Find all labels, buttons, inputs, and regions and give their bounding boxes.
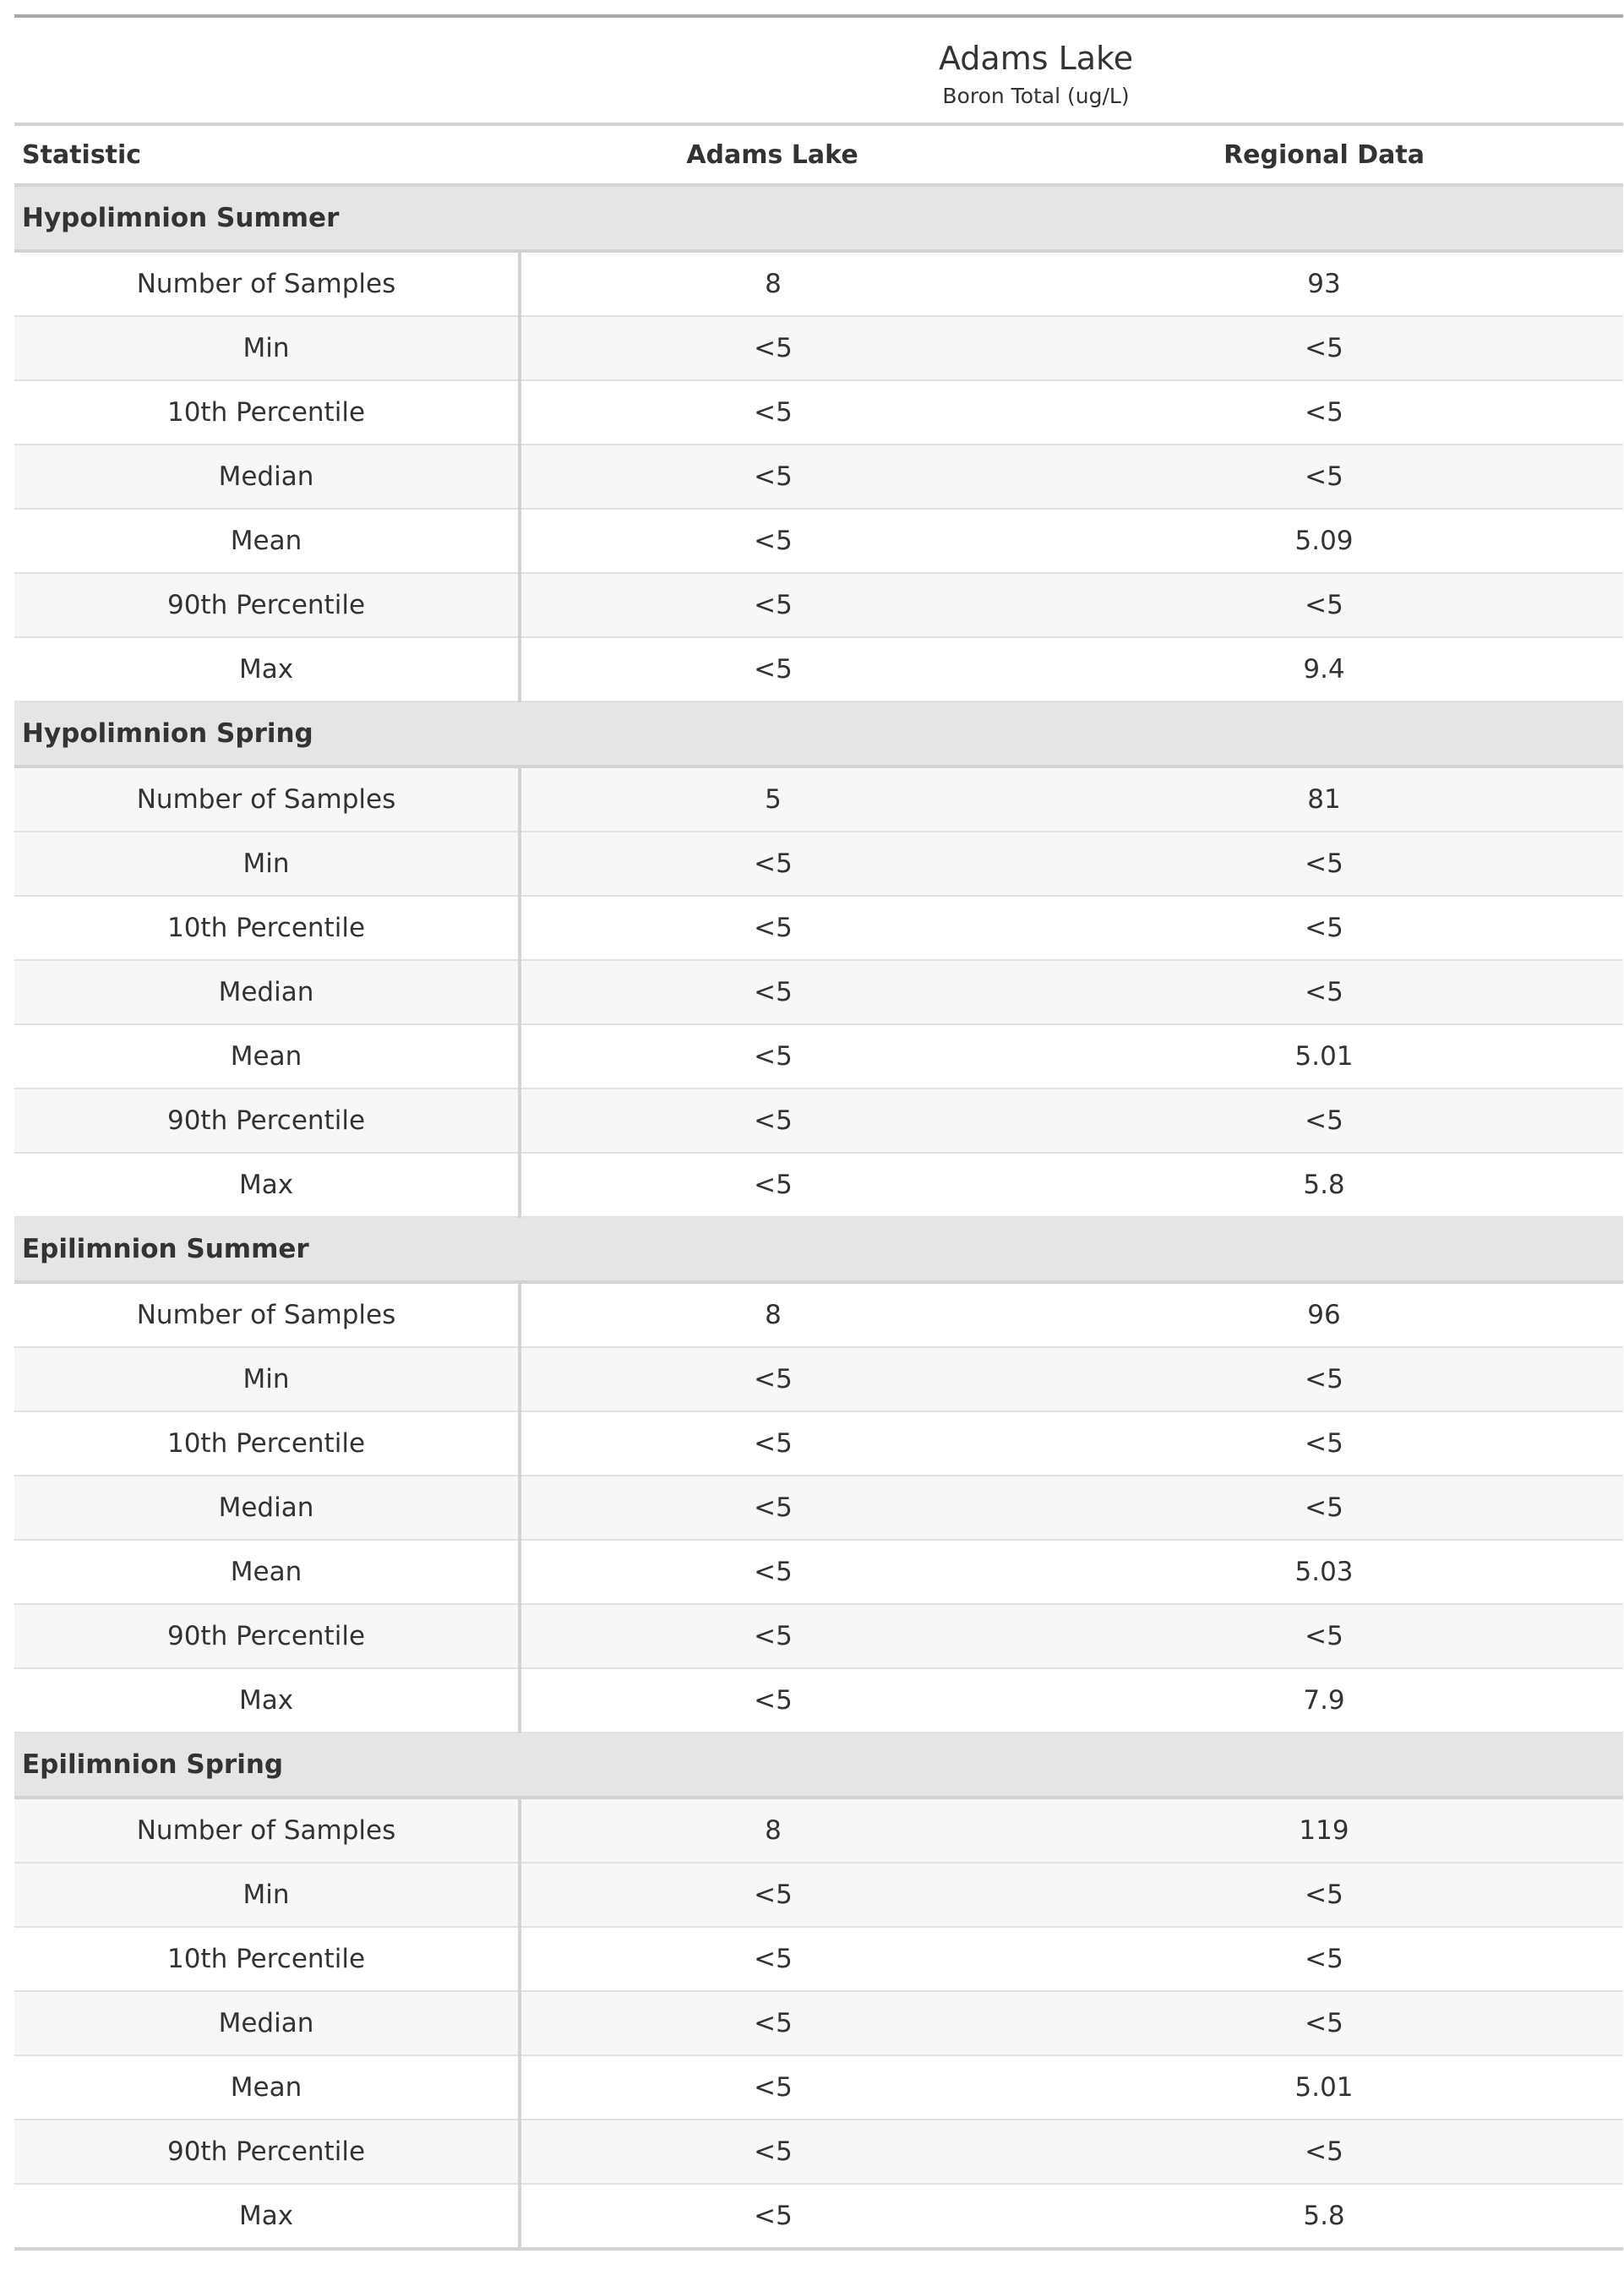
table-row: [14, 2184, 1623, 2249]
regional-value-cell: <5: [1025, 1089, 1623, 1153]
stat-name-cell: Mean: [14, 509, 520, 573]
table-row: [14, 1604, 1623, 1668]
regional-value-cell: 5.8: [1025, 2184, 1623, 2249]
table-body: [14, 185, 1623, 2249]
table-row: [14, 1282, 1623, 1347]
table-row: [14, 380, 1623, 445]
table-row: [14, 1863, 1623, 1927]
regional-value-cell: <5: [1025, 1927, 1623, 1991]
regional-value-cell: <5: [1025, 832, 1623, 896]
stat-name-cell: Number of Samples: [14, 1282, 520, 1347]
lake-value-cell: <5: [520, 1991, 1025, 2055]
table-row: [14, 960, 1623, 1024]
regional-value-cell: 81: [1025, 767, 1623, 832]
table-row: [14, 1927, 1623, 1991]
lake-value-cell: <5: [520, 1863, 1025, 1927]
stat-name-cell: Min: [14, 316, 520, 380]
stat-name-cell: Mean: [14, 1540, 520, 1604]
lake-value-cell: <5: [520, 896, 1025, 960]
regional-value-cell: <5: [1025, 1476, 1623, 1540]
table-row: [14, 316, 1623, 380]
group-header-row: [14, 1733, 1623, 1798]
stat-name-cell: Median: [14, 445, 520, 509]
lake-value-cell: <5: [520, 1668, 1025, 1733]
table-row: [14, 1991, 1623, 2055]
stat-name-cell: Min: [14, 1347, 520, 1411]
regional-value-cell: <5: [1025, 1347, 1623, 1411]
regional-value-cell: 96: [1025, 1282, 1623, 1347]
stat-name-cell: Min: [14, 1863, 520, 1927]
table-row: [14, 1089, 1623, 1153]
stat-name-cell: 90th Percentile: [14, 2120, 520, 2184]
lake-value-cell: <5: [520, 1927, 1025, 1991]
lake-value-cell: <5: [520, 509, 1025, 573]
group-label: Epilimnion Spring: [14, 1733, 1623, 1798]
table-subtitle: Boron Total (ug/L): [942, 84, 1130, 108]
group-header-row: [14, 185, 1623, 251]
lake-value-cell: <5: [520, 1476, 1025, 1540]
stat-name-cell: Mean: [14, 1024, 520, 1089]
stat-name-cell: 10th Percentile: [14, 1927, 520, 1991]
regional-value-cell: 5.8: [1025, 1153, 1623, 1217]
stat-name-cell: Max: [14, 637, 520, 701]
table-row: [14, 1153, 1623, 1217]
stat-name-cell: Max: [14, 2184, 520, 2249]
table-row: [14, 1798, 1623, 1863]
column-header-statistic: Statistic: [14, 124, 520, 185]
table-row: [14, 1476, 1623, 1540]
table-row: [14, 1540, 1623, 1604]
lake-value-cell: <5: [520, 445, 1025, 509]
column-header-lake: Adams Lake: [520, 124, 1025, 185]
lake-value-cell: <5: [520, 1089, 1025, 1153]
table-title: Adams Lake: [938, 40, 1134, 77]
table-row: [14, 1024, 1623, 1089]
stats-table-container: [14, 14, 1623, 2251]
stat-name-cell: Median: [14, 1991, 520, 2055]
group-label: Hypolimnion Summer: [14, 185, 1623, 251]
stat-name-cell: Mean: [14, 2055, 520, 2120]
table-row: [14, 509, 1623, 573]
regional-value-cell: 7.9: [1025, 1668, 1623, 1733]
lake-value-cell: 5: [520, 767, 1025, 832]
regional-value-cell: <5: [1025, 445, 1623, 509]
stat-name-cell: Min: [14, 832, 520, 896]
table-row: [14, 1668, 1623, 1733]
table-row: [14, 1347, 1623, 1411]
stat-name-cell: Number of Samples: [14, 767, 520, 832]
table-row: [14, 445, 1623, 509]
regional-value-cell: 5.01: [1025, 2055, 1623, 2120]
group-header-row: [14, 701, 1623, 767]
regional-value-cell: <5: [1025, 1604, 1623, 1668]
lake-value-cell: <5: [520, 2055, 1025, 2120]
lake-value-cell: <5: [520, 1540, 1025, 1604]
table-row: [14, 573, 1623, 637]
regional-value-cell: 119: [1025, 1798, 1623, 1863]
stat-name-cell: Number of Samples: [14, 251, 520, 316]
lake-value-cell: 8: [520, 1798, 1025, 1863]
table-row: [14, 2120, 1623, 2184]
regional-value-cell: 9.4: [1025, 637, 1623, 701]
table-row: [14, 832, 1623, 896]
stat-name-cell: 90th Percentile: [14, 1089, 520, 1153]
lake-value-cell: 8: [520, 251, 1025, 316]
lake-value-cell: <5: [520, 1411, 1025, 1476]
stat-name-cell: Max: [14, 1153, 520, 1217]
regional-value-cell: 5.03: [1025, 1540, 1623, 1604]
regional-value-cell: <5: [1025, 1991, 1623, 2055]
stat-name-cell: 90th Percentile: [14, 573, 520, 637]
table-row: [14, 1411, 1623, 1476]
regional-value-cell: <5: [1025, 380, 1623, 445]
stat-name-cell: Median: [14, 1476, 520, 1540]
table-row: [14, 896, 1623, 960]
lake-value-cell: <5: [520, 1347, 1025, 1411]
stat-name-cell: 10th Percentile: [14, 1411, 520, 1476]
stat-name-cell: Number of Samples: [14, 1798, 520, 1863]
regional-value-cell: <5: [1025, 1863, 1623, 1927]
stat-name-cell: Median: [14, 960, 520, 1024]
table-title-row: [14, 16, 1623, 124]
regional-value-cell: 5.01: [1025, 1024, 1623, 1089]
lake-value-cell: <5: [520, 380, 1025, 445]
table-row: [14, 251, 1623, 316]
lake-value-cell: 8: [520, 1282, 1025, 1347]
table-row: [14, 2055, 1623, 2120]
regional-value-cell: <5: [1025, 2120, 1623, 2184]
stat-name-cell: 10th Percentile: [14, 896, 520, 960]
lake-value-cell: <5: [520, 2120, 1025, 2184]
lake-value-cell: <5: [520, 1153, 1025, 1217]
statistics-table: [14, 14, 1623, 2251]
group-header-row: [14, 1217, 1623, 1282]
stat-name-cell: Max: [14, 1668, 520, 1733]
table-row: [14, 767, 1623, 832]
lake-value-cell: <5: [520, 1024, 1025, 1089]
regional-value-cell: <5: [1025, 896, 1623, 960]
regional-value-cell: <5: [1025, 316, 1623, 380]
group-label: Epilimnion Summer: [14, 1217, 1623, 1282]
stat-name-cell: 10th Percentile: [14, 380, 520, 445]
regional-value-cell: 93: [1025, 251, 1623, 316]
table-row: [14, 637, 1623, 701]
lake-value-cell: <5: [520, 960, 1025, 1024]
column-header-row: [14, 124, 1623, 185]
stat-name-cell: 90th Percentile: [14, 1604, 520, 1668]
lake-value-cell: <5: [520, 1604, 1025, 1668]
lake-value-cell: <5: [520, 573, 1025, 637]
regional-value-cell: <5: [1025, 573, 1623, 637]
regional-value-cell: <5: [1025, 960, 1623, 1024]
regional-value-cell: 5.09: [1025, 509, 1623, 573]
column-header-regional: Regional Data: [1025, 124, 1623, 185]
group-label: Hypolimnion Spring: [14, 701, 1623, 767]
lake-value-cell: <5: [520, 2184, 1025, 2249]
lake-value-cell: <5: [520, 637, 1025, 701]
lake-value-cell: <5: [520, 316, 1025, 380]
lake-value-cell: <5: [520, 832, 1025, 896]
regional-value-cell: <5: [1025, 1411, 1623, 1476]
